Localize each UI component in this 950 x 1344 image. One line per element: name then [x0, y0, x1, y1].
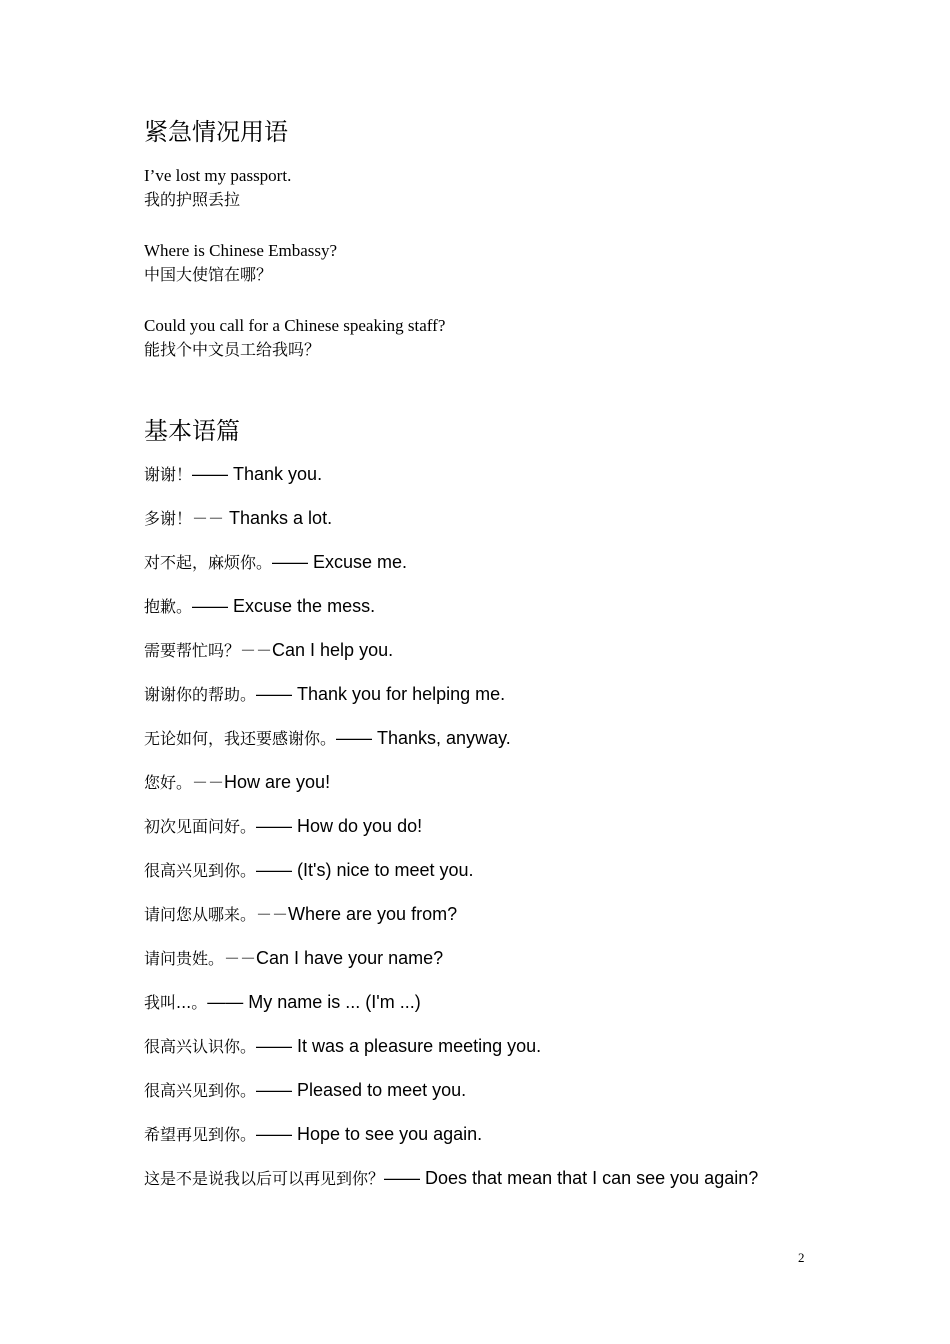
phrase-english: How are you!	[224, 772, 331, 792]
phrase-row	[144, 946, 774, 971]
phrase-row	[144, 902, 774, 927]
phrase-english: —— My name is ... (I'm ...)	[207, 992, 421, 1012]
section-title-emergency: 紧急情况用语	[144, 118, 288, 146]
phrase-english: —— Pleased to meet you.	[256, 1080, 467, 1100]
phrase-row	[144, 550, 774, 575]
phrase-chinese: 您好。－－	[144, 773, 225, 792]
phrase-english: —— Does that mean that I can see you again?	[384, 1168, 759, 1188]
phrase-chinese: 请问贵姓。－－	[144, 949, 257, 968]
phrase-english: Where are you from?	[288, 904, 458, 924]
phrase-block	[144, 164, 291, 212]
phrase-row	[144, 594, 774, 619]
phrase-chinese: 我的护照丢拉	[144, 190, 241, 209]
phrase-row	[144, 682, 774, 707]
phrase-row	[144, 506, 774, 531]
phrase-english: Where is Chinese Embassy?	[144, 241, 338, 260]
section-title-basic: 基本语篇	[144, 417, 240, 445]
phrase-chinese: 能找个中文员工给我吗？	[144, 340, 321, 359]
phrase-row	[144, 1166, 774, 1191]
phrase-row	[144, 770, 774, 795]
phrase-row	[144, 638, 774, 663]
phrase-english: —— Excuse me.	[272, 552, 408, 572]
phrase-english: Could you call for a Chinese speaking staff?	[144, 316, 446, 335]
phrase-row	[144, 1078, 774, 1103]
phrase-block	[144, 239, 337, 287]
phrase-english: —— Excuse the mess.	[192, 596, 376, 616]
phrase-english: —— Thank you.	[192, 464, 323, 484]
phrase-chinese: 中国大使馆在哪？	[144, 265, 273, 284]
phrase-chinese: 这是不是说我以后可以再见到你？	[144, 1169, 385, 1188]
phrase-english: —— It was a pleasure meeting you.	[256, 1036, 542, 1056]
phrase-english: Thanks a lot.	[224, 508, 333, 528]
phrase-chinese: 谢谢你的帮助。	[144, 685, 257, 704]
phrase-english: I’ve lost my passport.	[144, 166, 292, 185]
phrase-english: Can I help you.	[272, 640, 394, 660]
phrase-row	[144, 1122, 774, 1147]
phrase-chinese: 我叫...。	[144, 993, 208, 1012]
phrase-chinese: 对不起，麻烦你。	[144, 553, 273, 572]
phrase-chinese: 无论如何，我还要感谢你。	[144, 729, 337, 748]
phrase-chinese: 需要帮忙吗？－－	[144, 641, 273, 660]
phrase-row	[144, 462, 774, 487]
phrase-block	[144, 314, 445, 362]
phrase-chinese: 多谢！－－	[144, 509, 225, 528]
phrase-chinese: 希望再见到你。	[144, 1125, 257, 1144]
phrase-english: Can I have your name?	[256, 948, 444, 968]
phrase-english: —— How do you do!	[256, 816, 423, 836]
phrase-chinese: 抱歉。	[144, 597, 193, 616]
phrase-row	[144, 990, 774, 1015]
phrase-chinese: 初次见面问好。	[144, 817, 257, 836]
phrase-chinese: 请问您从哪来。－－	[144, 905, 289, 924]
phrase-english: —— Thank you for helping me.	[256, 684, 506, 704]
phrase-chinese: 很高兴见到你。	[144, 1081, 257, 1100]
phrase-english: —— Thanks, anyway.	[336, 728, 511, 748]
phrase-english: —— Hope to see you again.	[256, 1124, 483, 1144]
page-number: 2	[798, 1250, 805, 1265]
phrase-row	[144, 726, 774, 751]
phrase-row	[144, 858, 774, 883]
phrase-chinese: 谢谢！	[144, 465, 193, 484]
phrase-english: —— (It's) nice to meet you.	[256, 860, 474, 880]
phrase-row	[144, 814, 774, 839]
phrase-row	[144, 1034, 774, 1059]
phrase-chinese: 很高兴认识你。	[144, 1037, 257, 1056]
phrase-chinese: 很高兴见到你。	[144, 861, 257, 880]
